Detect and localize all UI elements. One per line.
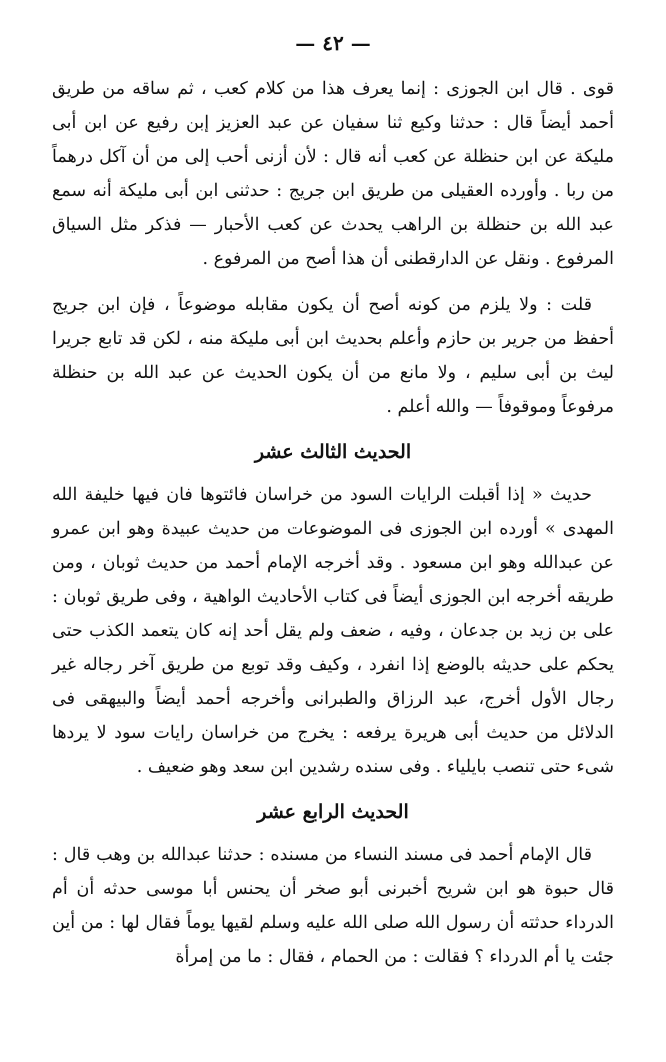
paragraph-intro: قوى . قال ابن الجوزى : إنما يعرف هذا من كلام كعب ، ثم ساقه من طريق أحمد أيضاً قال : حدثنا وكيع ثنا سفيان عن عبد العزيز إبن رفيع عن ابن أبى مليكة عن ابن حنظلة عن كعب أنه قال : لأن أزنى أحب إلى من أن آكل درهماً من ربا . وأورده العقيلى من طريق ابن جريج : حدثنى ابن أبى مليكة أنه سمع عبد الله بن حنظلة بن الراهب يحدث عن كعب الأحبار — فذكر مثل السياق المرفوع . ونقل عن الدارقطنى أن هذا أصح من المرفوع . [52,79,614,269]
page-number: — ٤٢ — [295,31,371,55]
paragraph-hadith-13: حديث « إذا أقبلت الرايات السود من خراسان فائتوها فان فيها خليفة الله المهدى » أورده ابن الجوزى فى الموضوعات من حديث عبيدة وهو ابن عمرو عن عبدالله وهو ابن مسعود . وقد أخرجه الإمام أحمد من حديث ثوبان ، ومن طريقه أخرجه ابن الجوزى أيضاً فى كتاب الأحاديث الواهية ، وفى طريق ثوبان : على بن زيد بن جدعان ، وفيه ، ضعف ولم يقل أحد إنه كان يتعمد الكذب حتى يحكم على حديثه بالوضع إذا انفرد ، وكيف وقد توبع من طريق آخر رجاله غير رجال الأول أخرج، عبد الرزاق والطبرانى وأخرجه أحمد أيضاً والبيهقى فى الدلائل من حديث أبى هريرة يرفعه : يخرج من خراسان رايات سود لا يردها شىء حتى تنصب بايلياء . وفى سنده رشدين ابن سعد وهو ضعيف . [52,485,614,777]
paragraph-gap [52,276,614,288]
book-page [52,28,614,1048]
paragraph-qultu: قلت : ولا يلزم من كونه أصح أن يكون مقابله موضوعاً ، فإن ابن جريج أحفظ من جرير بن حازم وأعلم بحديث ابن أبى مليكة منه ، لكن قد تابع جريرا ليث بن أبى سليم ، ولا مانع من أن يكون الحديث عن عبد الله بن حنظلة مرفوعاً وموقوفاً — والله أعلم . [52,295,614,417]
section-heading-13: الحديث الثالث عشر [254,441,412,463]
section-heading-14: الحديث الرابع عشر [257,801,409,823]
paragraph-hadith-14: قال الإمام أحمد فى مسند النساء من مسنده : حدثنا عبدالله بن وهب قال : قال حبوة هو ابن شريح أخبرنى أبو صخر أن يحنس أبا موسى حدثه أن أم الدرداء حدثته أن رسول الله صلى الله عليه وسلم لقيها يوماً فقال لها : من أين جئت يا أم الدرداء ؟ فقالت : من الحمام ، فقال : ما من إمرأة [52,845,614,967]
